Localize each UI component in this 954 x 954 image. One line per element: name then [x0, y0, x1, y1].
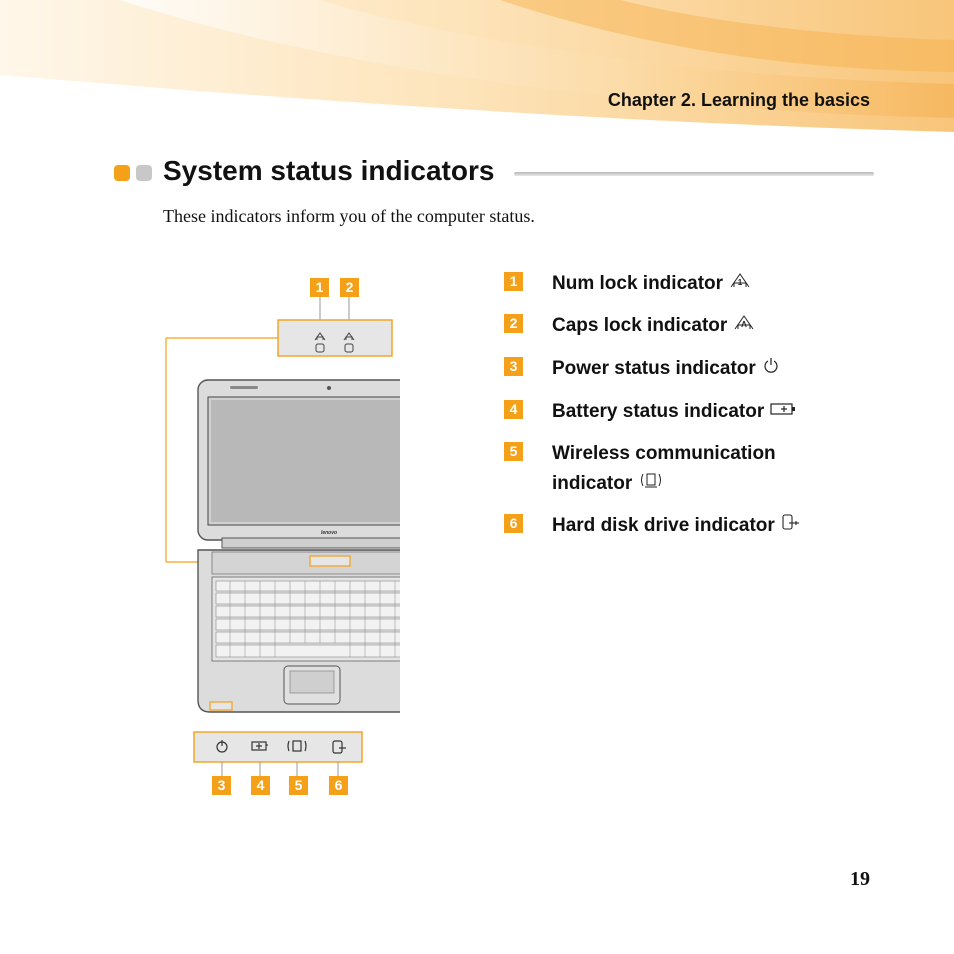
callout-badge-3: 3: [212, 776, 231, 795]
orange-square-icon: [114, 165, 130, 181]
list-badge: 4: [504, 400, 523, 419]
list-badge: 6: [504, 514, 523, 533]
indicator-label: Caps lock indicator: [552, 315, 728, 337]
gray-square-icon: [136, 165, 152, 181]
indicator-label: Hard disk drive indicator: [552, 515, 775, 537]
header-swoosh: [0, 0, 954, 140]
indicator-label: Battery status indicator: [552, 401, 765, 423]
wireless-icon: [638, 469, 664, 499]
list-badge: 1: [504, 272, 523, 291]
title-rule: [514, 172, 874, 176]
num-lock-icon: [729, 269, 751, 299]
page-number: 19: [850, 868, 870, 890]
laptop-brand-logo: lenovo: [320, 530, 338, 536]
list-badge: 5: [504, 442, 523, 461]
intro-text: These indicators inform you of the computer status.: [163, 206, 535, 226]
callout-badge-4: 4: [251, 776, 270, 795]
svg-text:A: A: [741, 320, 748, 329]
battery-icon: [770, 397, 796, 427]
laptop-figure: [160, 270, 400, 810]
list-badge: 2: [504, 314, 523, 333]
indicator-label: Power status indicator: [552, 358, 756, 380]
section-title-row: [114, 152, 874, 192]
list-badge: 3: [504, 357, 523, 376]
indicator-label-line1: Wireless communication: [552, 443, 776, 464]
laptop-illustration: [160, 270, 400, 810]
callout-badge-5: 5: [289, 776, 308, 795]
section-title: System status indicators: [163, 155, 495, 186]
callout-badge-2: 2: [340, 278, 359, 297]
callout-badge-1: 1: [310, 278, 329, 297]
indicator-label-line2: indicator: [552, 473, 633, 495]
power-icon: [762, 354, 780, 384]
chapter-heading: Chapter 2. Learning the basics: [607, 90, 870, 110]
svg-text:1: 1: [737, 278, 743, 287]
hdd-icon: [781, 511, 801, 541]
callout-badge-6: 6: [329, 776, 348, 795]
indicator-label: Num lock indicator: [552, 273, 724, 295]
caps-lock-icon: [733, 311, 755, 341]
